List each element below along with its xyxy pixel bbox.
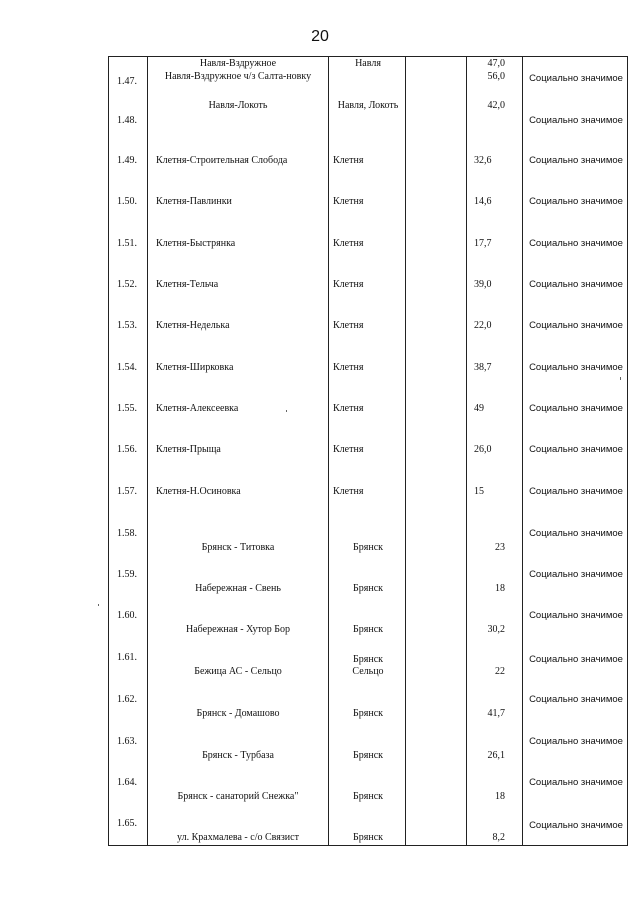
page-number: 20: [311, 28, 329, 45]
route-name: Брянск - Титовка: [201, 542, 275, 553]
route-status: Социально значимое: [529, 610, 623, 621]
row-number: 1.62.: [117, 694, 137, 705]
row-number: 1.56.: [117, 444, 137, 455]
row-number: 1.50.: [117, 196, 137, 207]
route-length: 8,2: [492, 832, 505, 843]
town-name: Клетня: [333, 155, 364, 166]
town-name: Навля, Локоть: [337, 100, 399, 111]
row-number: 1.58.: [117, 528, 137, 539]
route-length: 49: [474, 403, 484, 414]
route-name: Навля-Локоть: [208, 100, 268, 111]
route-status: Социально значимое: [529, 320, 623, 331]
town-name: Клетня: [333, 196, 364, 207]
row-number: 1.51.: [117, 238, 137, 249]
route-length: 22: [495, 666, 505, 677]
route-status: Социально значимое: [529, 486, 623, 497]
route-length: 18: [495, 791, 505, 802]
route-status: Социально значимое: [529, 155, 623, 166]
route-status: Социально значимое: [529, 569, 623, 580]
route-status: Социально значимое: [529, 736, 623, 747]
row-number: 1.60.: [117, 610, 137, 621]
route-name: Клетня-Тельча: [156, 279, 219, 290]
route-status: Социально значимое: [529, 528, 623, 539]
route-length: 30,2: [487, 624, 505, 635]
column-divider: [147, 56, 148, 846]
row-number: 1.53.: [117, 320, 137, 331]
row-number: 1.57.: [117, 486, 137, 497]
town-name: Брянск: [353, 654, 383, 665]
row-number: 1.52.: [117, 279, 137, 290]
route-name: Бежица АС - Сельцо: [194, 666, 282, 677]
route-length: 14,6: [474, 196, 492, 207]
route-name: Клетня-Ширковка: [156, 362, 234, 373]
route-status: Социально значимое: [529, 115, 623, 126]
route-status: Социально значимое: [529, 238, 623, 249]
town-name: Клетня: [333, 362, 364, 373]
table-border-bottom: [108, 845, 628, 846]
route-name: Клетня-Неделька: [156, 320, 230, 331]
route-length: 26,1: [487, 750, 505, 761]
town-name: Клетня: [333, 320, 364, 331]
town-name: Брянск: [353, 542, 383, 553]
route-length: 15: [474, 486, 484, 497]
routes-table: [108, 56, 628, 846]
route-name: Брянск - санаторий Снежка": [177, 791, 299, 802]
town-name: Брянск: [353, 624, 383, 635]
column-divider: [466, 56, 467, 846]
scan-artifact: [98, 604, 99, 606]
route-length: 38,7: [474, 362, 492, 373]
row-number: 1.61.: [117, 652, 137, 663]
route-status: Социально значимое: [529, 403, 623, 414]
route-name: Навля-Вздружное: [199, 58, 277, 69]
route-name-alt: Навля-Вздружное ч/з Салта-новку: [164, 71, 312, 82]
town-name: Клетня: [333, 486, 364, 497]
route-name: ул. Крахмалева - с/о Связист: [177, 832, 299, 843]
town-name: Клетня: [333, 279, 364, 290]
route-length: 22,0: [474, 320, 492, 331]
table-border-left: [108, 56, 109, 846]
row-number: 1.49.: [117, 155, 137, 166]
column-divider: [522, 56, 523, 846]
route-length: 26,0: [474, 444, 492, 455]
route-length: 18: [495, 583, 505, 594]
route-status: Социально значимое: [529, 777, 623, 788]
route-status: Социально значимое: [529, 196, 623, 207]
route-name: Набережная - Свень: [195, 583, 281, 594]
town-name: Клетня: [333, 444, 364, 455]
town-name: Брянск: [353, 708, 383, 719]
route-name: Клетня-Прыща: [156, 444, 221, 455]
row-number: 1.64.: [117, 777, 137, 788]
route-status: Социально значимое: [529, 654, 623, 665]
route-length: 42,0: [487, 100, 505, 111]
route-name: Клетня-Павлинки: [156, 196, 232, 207]
column-divider: [328, 56, 329, 846]
town-name: Брянск: [353, 832, 383, 843]
table-border-top: [108, 56, 628, 57]
route-length: 47,0: [487, 58, 505, 69]
row-number: 1.59.: [117, 569, 137, 580]
route-length: 41,7: [487, 708, 505, 719]
row-number: 1.65.: [117, 818, 137, 829]
column-divider: [405, 56, 406, 846]
row-number: 1.63.: [117, 736, 137, 747]
route-name: Клетня-Алексеевка: [156, 403, 239, 414]
row-number: 1.47.: [117, 76, 137, 87]
route-status: Социально значимое: [529, 73, 623, 84]
town-name: Клетня: [333, 238, 364, 249]
route-length: 32,6: [474, 155, 492, 166]
route-length: 23: [495, 542, 505, 553]
route-status: Социально значимое: [529, 820, 623, 831]
route-status: Социально значимое: [529, 362, 623, 373]
town-name: Брянск: [353, 583, 383, 594]
route-status: Социально значимое: [529, 444, 623, 455]
route-name: Брянск - Турбаза: [202, 750, 274, 761]
row-number: 1.48.: [117, 115, 137, 126]
town-name: Брянск: [353, 791, 383, 802]
route-length: 39,0: [474, 279, 492, 290]
route-status: Социально значимое: [529, 279, 623, 290]
route-length-alt: 56,0: [487, 71, 505, 82]
route-status: Социально значимое: [529, 694, 623, 705]
town-name: Клетня: [333, 403, 364, 414]
route-name: Клетня-Строительная Слобода: [156, 155, 288, 166]
town-name-alt: Сельцо: [352, 666, 384, 677]
scan-artifact: [620, 377, 621, 380]
row-number: 1.55.: [117, 403, 137, 414]
route-length: 17,7: [474, 238, 492, 249]
town-name: Брянск: [353, 750, 383, 761]
scan-artifact: [286, 410, 287, 412]
route-name: Клетня-Быстрянка: [156, 238, 236, 249]
route-name: Брянск - Домашово: [196, 708, 280, 719]
town-name: Навля: [355, 58, 381, 69]
row-number: 1.54.: [117, 362, 137, 373]
route-name: Клетня-Н.Осиновка: [156, 486, 241, 497]
route-name: Набережная - Хутор Бор: [186, 624, 290, 635]
